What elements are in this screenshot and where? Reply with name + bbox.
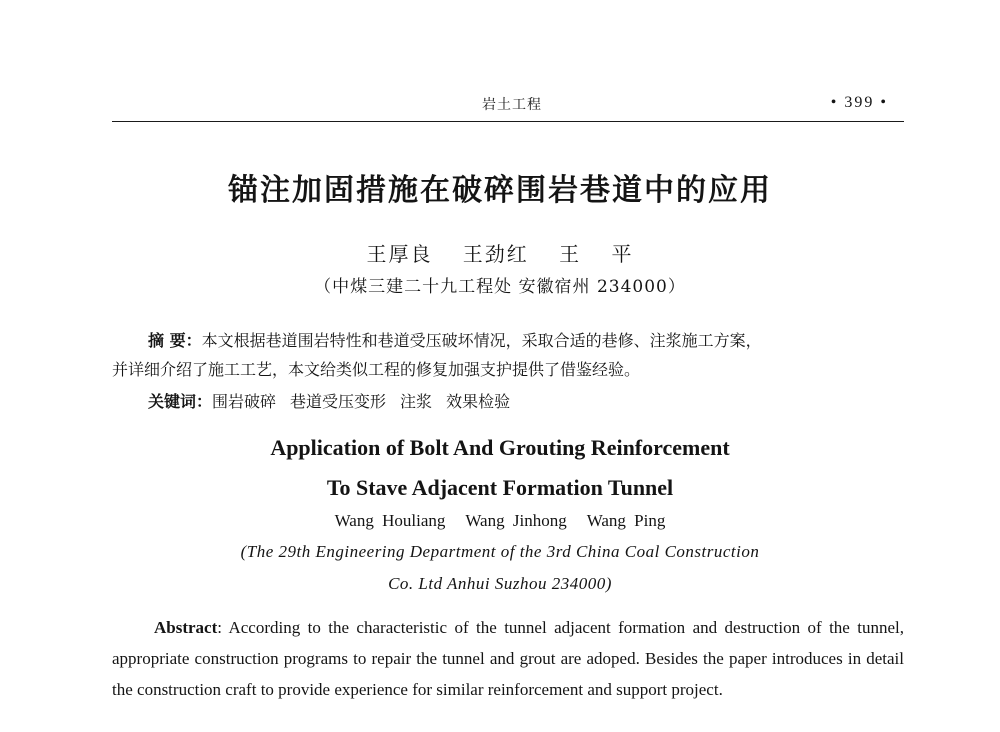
author-en: Wang Houliang [334, 511, 446, 530]
abstract-cn-line-2: 并详细介绍了施工工艺，本文给类似工程的修复加强支护提供了借鉴经验。 [112, 360, 641, 379]
author-en: Wang Jinhong [465, 511, 567, 530]
authors-en [0, 511, 1000, 531]
keyword: 效果检验 [446, 392, 511, 411]
paper-title-cn: 锚注加固措施在破碎围岩巷道中的应用 [228, 173, 772, 208]
affiliation-cn: （中煤三建二十九工程处 安徽宿州 234000） [314, 277, 686, 297]
abstract-cn [112, 326, 912, 384]
paper-title-en-line-1: Application of Bolt And Grouting Reinforcement [270, 435, 730, 460]
journal-title: 岩土工程 [482, 97, 542, 113]
header-rule [112, 121, 904, 122]
running-head [112, 94, 912, 116]
abstract-en-label: Abstract [154, 618, 218, 637]
abstract-cn-label: 摘 要： [148, 331, 202, 350]
keyword: 巷道受压变形 [290, 392, 387, 411]
keyword: 注浆 [400, 392, 433, 411]
paper-title-en-line-2: To Stave Adjacent Formation Tunnel [326, 475, 674, 500]
abstract-cn-line-1: 本文根据巷道围岩特性和巷道受压破坏情况，采取合适的巷修、注浆施工方案， [201, 331, 762, 350]
author-en: Wang Ping [586, 511, 666, 530]
keywords-cn [148, 389, 908, 412]
page-number: • 399 • [830, 94, 888, 111]
keyword: 围岩破碎 [212, 392, 277, 411]
authors-cn: 王厚良 王劲红 王 平 [366, 242, 634, 266]
abstract-en-text: : According to the characteristic of the tunnel adjacent formation and destruction of the tunnel, appropriate construction programs to repair the tunnel and grout are adoped. Besides the paper introduces in detail the construction craft to provide experience for similar reinforcement and support project. [112, 618, 904, 699]
affiliation-en-line-2: Co. Ltd Anhui Suzhou 234000) [388, 574, 612, 593]
keywords-label: 关键词： [148, 392, 213, 411]
affiliation-en-line-1: (The 29th Engineering Department of the 3rd China Coal Construction [240, 542, 760, 561]
abstract-en [112, 612, 904, 705]
